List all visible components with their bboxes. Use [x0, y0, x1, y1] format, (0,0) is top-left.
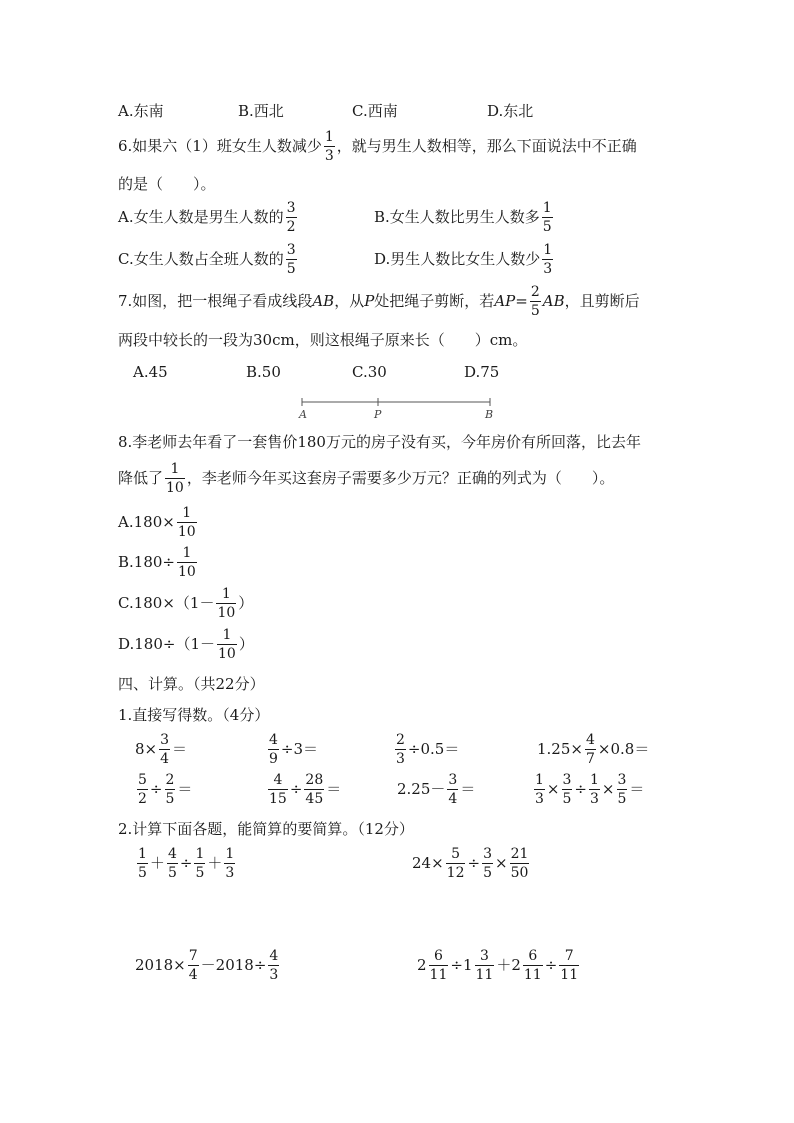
fraction-numerator: 1 [165, 462, 185, 479]
fraction [395, 733, 406, 766]
fraction-denominator: 7 [585, 751, 595, 767]
text-fragment: C.180×（1－ [118, 594, 215, 612]
fraction-denominator: 3 [396, 751, 405, 767]
fraction [268, 773, 288, 806]
text-fragment: ÷0.5＝ [407, 740, 460, 758]
text-fragment: P [364, 292, 375, 310]
text-fragment: ＝ [172, 740, 188, 758]
fraction-numerator: 1 [324, 129, 334, 145]
fraction-numerator: 4 [269, 948, 279, 964]
fraction [304, 773, 324, 806]
fraction-denominator: 2 [138, 791, 147, 807]
fraction-numerator: 3 [286, 200, 296, 216]
label-a: A [299, 408, 307, 421]
text-fragment: ÷ [450, 956, 463, 974]
fraction-numerator: 5 [138, 772, 147, 788]
fraction-denominator: 3 [590, 791, 599, 807]
calc1-r2c4 [532, 773, 644, 806]
q8-line2 [118, 462, 614, 495]
fraction-denominator: 4 [448, 791, 458, 807]
q6-fraction [324, 130, 335, 163]
fraction [482, 847, 493, 880]
q5-option-c: C.西南 [352, 102, 398, 120]
calc1-r2c1 [135, 773, 192, 806]
fraction [523, 949, 543, 982]
calc2-problem-1 [135, 847, 237, 880]
q6-option-c [118, 243, 299, 276]
fraction-denominator: 5 [138, 865, 147, 881]
q7-option-d: D.75 [464, 363, 500, 381]
fraction [589, 773, 600, 806]
fraction-denominator: 5 [286, 261, 296, 277]
fraction-denominator: 3 [543, 261, 553, 277]
calc2-problem-2 [412, 847, 531, 880]
text-fragment: AB [312, 292, 335, 310]
text-fragment: 1.25× [537, 740, 583, 758]
fraction-numerator: 6 [523, 949, 543, 966]
fraction-numerator: 3 [562, 772, 572, 788]
text-fragment: × [546, 780, 560, 798]
text-fragment: ＝ [629, 780, 645, 798]
text-fragment: = [515, 292, 528, 310]
fraction-numerator: 7 [559, 949, 579, 966]
fraction-denominator: 5 [617, 791, 627, 807]
fraction-denominator: 3 [324, 148, 334, 164]
text-fragment: 8× [135, 740, 158, 758]
fraction-numerator: 4 [585, 732, 595, 748]
fraction-numerator: 3 [448, 772, 458, 788]
fraction [559, 949, 579, 982]
text-fragment: ＝ [177, 780, 193, 798]
text-fragment: ＋ [149, 854, 165, 872]
fraction [446, 847, 466, 880]
fraction-denominator: 10 [177, 524, 196, 540]
calc2-problem-3 [135, 949, 281, 982]
fraction [177, 546, 197, 579]
section-4-title: 四、计算。（共22分） [118, 675, 265, 693]
fraction [165, 773, 176, 806]
q7-fraction [530, 285, 541, 318]
fraction-numerator: 6 [429, 949, 449, 966]
text-fragment: × [494, 854, 508, 872]
q6-option-a [118, 201, 299, 234]
q8-option-d [118, 628, 254, 661]
fraction-denominator: 11 [429, 967, 448, 983]
fraction-numerator: 3 [617, 772, 627, 788]
text-fragment: 24× [412, 854, 444, 872]
fraction [585, 733, 596, 766]
text-fragment: ÷ [179, 854, 193, 872]
text-fragment: ×0.8＝ [597, 740, 650, 758]
text-fragment: ＋ [207, 854, 223, 872]
fraction [542, 243, 553, 276]
text-fragment: ＝ [326, 780, 342, 798]
fraction [475, 949, 495, 982]
fraction-denominator: 10 [217, 605, 236, 621]
fraction-denominator: 2 [286, 219, 296, 235]
fraction [510, 847, 530, 880]
fraction [268, 733, 279, 766]
q6-stem-b: ，就与男生人数相等，那么下面说法中不正确 [336, 137, 637, 155]
fraction [534, 773, 545, 806]
fraction-denominator: 3 [225, 865, 235, 881]
text-fragment: 2.25－ [397, 780, 446, 798]
q6-stem-a: 6.如果六（1）班女生人数减少 [118, 137, 322, 155]
fraction-denominator: 5 [562, 791, 572, 807]
text-fragment: ） [238, 635, 254, 653]
fraction [617, 773, 628, 806]
text-fragment: ÷ [289, 780, 303, 798]
fraction [268, 949, 279, 982]
fraction-numerator: 3 [483, 846, 492, 862]
fraction-numerator: 21 [510, 846, 529, 862]
text-fragment: C.女生人数占全班人数的 [118, 250, 284, 268]
text-fragment: 2 [511, 956, 521, 974]
q7-stem [118, 285, 640, 318]
fraction-denominator: 5 [483, 865, 492, 881]
fraction-denominator: 5 [530, 303, 540, 319]
calc2-problem-4 [417, 949, 581, 982]
fraction-numerator: 1 [216, 587, 236, 604]
text-fragment: × [601, 780, 615, 798]
q8-line1: 8.李老师去年看了一套售价180万元的房子没有买，今年房价有所回落，比去年 [118, 433, 641, 451]
q5-option-a: A.东南 [118, 102, 164, 120]
section-4-sub2: 2.计算下面各题，能简算的要简算。（12分） [118, 820, 414, 838]
q6-option-d [374, 243, 555, 276]
fraction-denominator: 5 [165, 791, 175, 807]
q8-option-a [118, 506, 199, 539]
q6-stem [118, 130, 637, 163]
fraction-numerator: 2 [396, 732, 405, 748]
fraction [177, 506, 197, 539]
q5-option-d: D.东北 [487, 102, 534, 120]
text-fragment: 1 [462, 956, 473, 974]
q7-line2: 两段中较长的一段为30cm，则这根绳子原来长（ ）cm。 [118, 331, 528, 349]
fraction-denominator: 11 [523, 967, 542, 983]
fraction-numerator: 1 [195, 846, 205, 862]
text-fragment: 2 [417, 956, 427, 974]
q7-option-c: C.30 [352, 363, 387, 381]
q7-option-b: B.50 [246, 363, 281, 381]
fraction-numerator: 3 [286, 242, 296, 258]
fraction-denominator: 10 [166, 480, 184, 496]
text-fragment: AP [494, 292, 516, 310]
text-fragment: 2018× [135, 956, 186, 974]
fraction [137, 847, 148, 880]
text-fragment: ，李老师今年买这套房子需要多少万元？正确的列式为（ ）。 [186, 469, 615, 487]
text-fragment: ） [238, 594, 254, 612]
fraction-numerator: 5 [446, 847, 466, 864]
fraction [167, 847, 178, 880]
text-fragment: ÷ [544, 956, 558, 974]
fraction [159, 733, 170, 766]
fraction [224, 847, 235, 880]
calc1-r1c2 [266, 733, 318, 766]
fraction-denominator: 5 [542, 219, 552, 235]
q6-stem-c: 的是（ ）。 [118, 175, 216, 193]
section-4-sub1: 1.直接写得数。（4分） [118, 706, 270, 724]
fraction-denominator: 10 [218, 646, 236, 662]
text-fragment: 7.如图，把一根绳子看成线段 [118, 292, 313, 310]
fraction-denominator: 5 [167, 865, 177, 881]
text-fragment: ÷ [149, 780, 163, 798]
text-fragment: D.180÷（1－ [118, 635, 216, 653]
fraction-denominator: 11 [475, 967, 494, 983]
text-fragment: ＋ [496, 956, 512, 974]
text-fragment: A.180× [118, 513, 175, 531]
fraction-denominator: 50 [510, 865, 529, 881]
segment-figure [296, 394, 496, 422]
calc1-r2c3 [397, 773, 475, 806]
fraction-denominator: 4 [160, 751, 170, 767]
fraction-numerator: 1 [535, 772, 544, 788]
text-fragment: B.180÷ [118, 553, 175, 571]
text-fragment: ÷3＝ [280, 740, 319, 758]
q8-option-b [118, 546, 199, 579]
text-fragment: A.女生人数是男生人数的 [118, 208, 284, 226]
fraction-numerator: 2 [530, 284, 540, 300]
fraction-denominator: 3 [535, 791, 544, 807]
fraction [286, 243, 297, 276]
fraction-numerator: 1 [217, 628, 237, 645]
fraction-denominator: 15 [269, 791, 287, 807]
fraction [562, 773, 573, 806]
label-b: B [485, 408, 494, 421]
text-fragment: －2018÷ [200, 956, 267, 974]
fraction-denominator: 9 [269, 751, 278, 767]
fraction [165, 462, 185, 495]
text-fragment: 处把绳子剪断，若 [374, 292, 495, 310]
fraction-numerator: 1 [542, 200, 552, 216]
fraction-denominator: 5 [195, 865, 205, 881]
fraction-numerator: 3 [475, 949, 495, 966]
fraction [188, 949, 199, 982]
fraction [447, 773, 458, 806]
fraction [542, 201, 553, 234]
fraction-denominator: 4 [188, 967, 198, 983]
fraction-numerator: 28 [305, 772, 324, 788]
fraction-numerator: 4 [269, 732, 278, 748]
calc1-r1c1 [135, 733, 187, 766]
text-fragment: ，且剪断后 [564, 292, 640, 310]
text-fragment: D.男生人数比女生人数少 [374, 250, 541, 268]
text-fragment: ＝ [460, 780, 476, 798]
q7-option-a: A.45 [133, 363, 168, 381]
fraction-numerator: 1 [177, 546, 197, 563]
fraction-numerator: 7 [188, 948, 198, 964]
q8-option-c [118, 587, 253, 620]
fraction [137, 773, 148, 806]
fraction-numerator: 1 [225, 846, 235, 862]
fraction-numerator: 2 [165, 772, 175, 788]
fraction-denominator: 10 [178, 564, 196, 580]
calc1-r2c2 [266, 773, 341, 806]
fraction [286, 201, 297, 234]
fraction-denominator: 11 [560, 967, 579, 983]
q6-option-b [374, 201, 555, 234]
calc1-r1c4 [537, 733, 649, 766]
fraction-numerator: 1 [543, 242, 553, 258]
fraction [429, 949, 449, 982]
q5-option-b: B.西北 [238, 102, 284, 120]
fraction-numerator: 1 [590, 772, 599, 788]
text-fragment: ÷ [574, 780, 587, 798]
text-fragment: 降低了 [118, 469, 164, 487]
fraction [216, 587, 236, 620]
text-fragment: ÷ [467, 854, 481, 872]
label-p: P [374, 408, 382, 421]
text-fragment: ，从 [334, 292, 365, 310]
text-fragment: B.女生人数比男生人数多 [374, 208, 540, 226]
fraction-numerator: 4 [268, 773, 288, 790]
fraction-denominator: 45 [305, 791, 324, 807]
calc1-r1c3 [393, 733, 459, 766]
fraction [194, 847, 205, 880]
text-fragment: AB [542, 292, 565, 310]
fraction-denominator: 12 [446, 865, 465, 881]
fraction-numerator: 4 [167, 846, 177, 862]
fraction-numerator: 3 [160, 732, 170, 748]
fraction-denominator: 3 [269, 967, 279, 983]
fraction-numerator: 1 [138, 846, 147, 862]
fraction [217, 628, 237, 661]
fraction-numerator: 1 [177, 506, 197, 523]
